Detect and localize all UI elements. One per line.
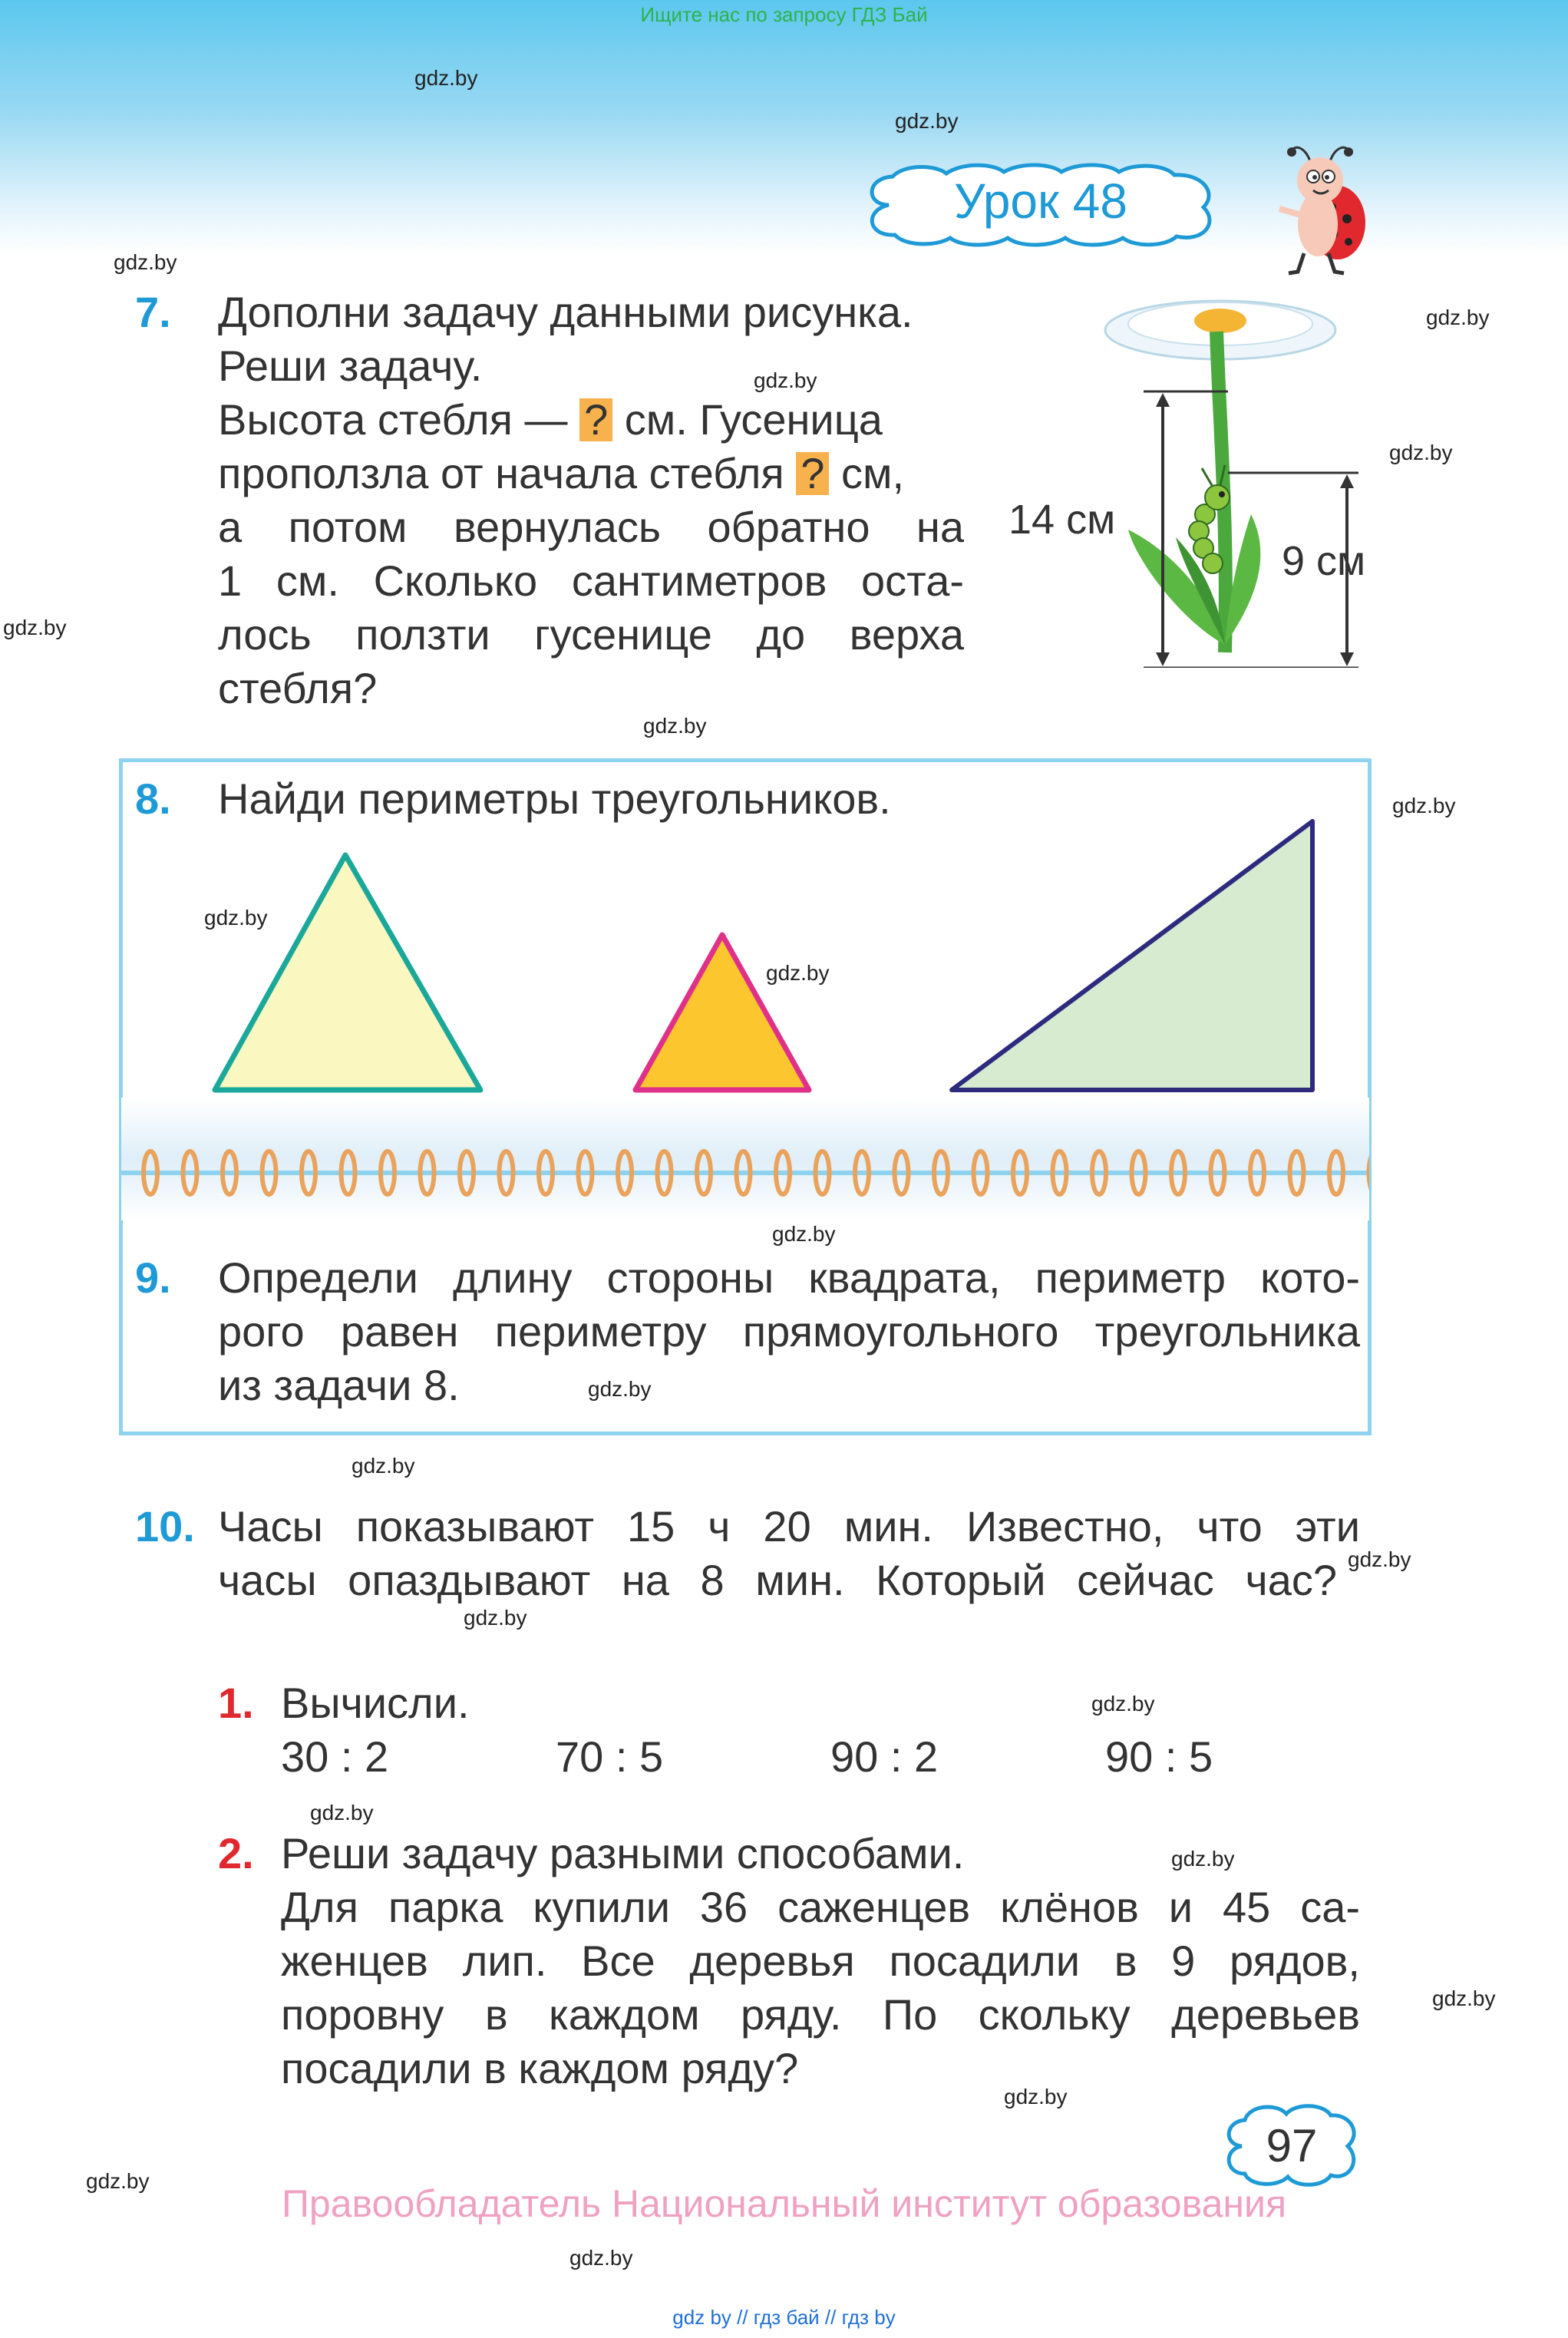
footer-links[interactable]: gdz by // гдз бай // гдз by: [672, 2306, 896, 2329]
watermark: gdz.by: [310, 1801, 374, 1824]
watermark: gdz.by: [1348, 1547, 1411, 1571]
dimension-label-part: 9 см: [1282, 538, 1366, 584]
question-box: ?: [579, 398, 612, 441]
page-number: 97: [1266, 2120, 1318, 2171]
task9-number: 9.: [135, 1253, 171, 1302]
watermark: gdz.by: [766, 961, 830, 985]
watermark: gdz.by: [464, 1606, 527, 1630]
watermark: gdz.by: [1392, 794, 1456, 817]
extra1-title: Вычисли.: [281, 1679, 470, 1727]
task7-line: [218, 447, 904, 500]
equilateral-triangle: [215, 855, 480, 1090]
task7-number: 7.: [135, 288, 171, 336]
watermark: gdz.by: [588, 1377, 652, 1401]
task8-text: Найди периметры треугольников.: [218, 774, 891, 823]
watermark: gdz.by: [3, 616, 67, 639]
extra2-line: женцев лип. Все деревья посадили в 9 рядов,: [281, 1937, 1360, 1985]
task7-line: Реши задачу.: [218, 342, 483, 390]
task7-segment: см,: [829, 449, 905, 497]
watermark: gdz.by: [414, 66, 478, 90]
copyright-notice: Правообладатель Национальный институт образования: [281, 2182, 1287, 2225]
task7-line: Дополни задачу данными рисунка.: [218, 288, 913, 336]
watermark: gdz.by: [1091, 1692, 1155, 1716]
notebook-spiral: [121, 1075, 1369, 1236]
small-triangle: [635, 935, 809, 1090]
watermark: gdz.by: [1389, 441, 1453, 464]
watermark: gdz.by: [1171, 1847, 1235, 1871]
right-triangle: [952, 821, 1312, 1090]
watermark: gdz.by: [772, 1222, 836, 1246]
watermark: gdz.by: [352, 1454, 415, 1478]
spiral-ring: [1369, 1151, 1370, 1194]
expression: 70 : 5: [556, 1732, 664, 1781]
extra2-number: 2.: [218, 1829, 254, 1877]
extra2-line: посадили в каждом ряду?: [281, 2044, 799, 2092]
dimension-label-total: 14 см: [1008, 497, 1116, 543]
extra1-number: 1.: [218, 1679, 254, 1727]
watermark: gdz.by: [114, 250, 177, 274]
lesson-title: Урок 48: [954, 173, 1127, 229]
extra2-line: Реши задачу разными способами.: [281, 1829, 965, 1877]
task7-line: стебля?: [218, 664, 378, 712]
task8-number: 8.: [135, 774, 171, 823]
task7-line: 1 см. Сколько сантиметров оста-: [218, 556, 964, 605]
task7-segment: проползла от начала стебля: [218, 449, 797, 497]
task9-line: рого равен периметру прямоугольного треугольника: [218, 1307, 1360, 1356]
watermark: gdz.by: [86, 2169, 150, 2193]
extra2-line: Для парка купили 36 саженцев клёнов и 45 са-: [281, 1883, 1360, 1931]
task7-line: а потом вернулась обратно на: [218, 503, 964, 551]
expression: 90 : 2: [830, 1732, 939, 1781]
expression: 90 : 5: [1105, 1732, 1213, 1781]
site-note[interactable]: Ищите нас по запросу ГДЗ Бай: [640, 3, 928, 26]
watermark: gdz.by: [643, 714, 707, 738]
watermark: gdz.by: [895, 109, 959, 133]
extra2-line: поровну в каждом ряду. По скольку деревьев: [281, 1990, 1360, 2039]
task7-line: [218, 393, 883, 447]
watermark: gdz.by: [1432, 1986, 1496, 2010]
flower-illustration: [998, 284, 1412, 668]
task10-line: часы опаздывают на 8 мин. Который сейчас час?: [218, 1556, 1337, 1604]
task7-segment: см. Гусеница: [612, 395, 883, 444]
task10-number: 10.: [135, 1502, 195, 1550]
expression: 30 : 2: [281, 1732, 389, 1781]
task7-line: лось ползти гусенице до верха: [218, 610, 964, 659]
task10-line: Часы показывают 15 ч 20 мин. Известно, что эти: [218, 1502, 1360, 1550]
watermark: gdz.by: [1004, 2085, 1068, 2108]
task7-segment: Высота стебля —: [218, 395, 580, 444]
watermark: gdz.by: [569, 2246, 633, 2270]
watermark: gdz.by: [754, 368, 817, 392]
question-box: ?: [796, 452, 829, 495]
task9-line: из задачи 8.: [218, 1361, 460, 1409]
watermark: gdz.by: [1426, 305, 1490, 329]
ladybug-icon: [1270, 138, 1370, 276]
task9-line: Определи длину стороны квадрата, периметр кото-: [218, 1253, 1360, 1302]
triangles-figure: [123, 814, 1366, 1105]
watermark: gdz.by: [204, 906, 268, 930]
